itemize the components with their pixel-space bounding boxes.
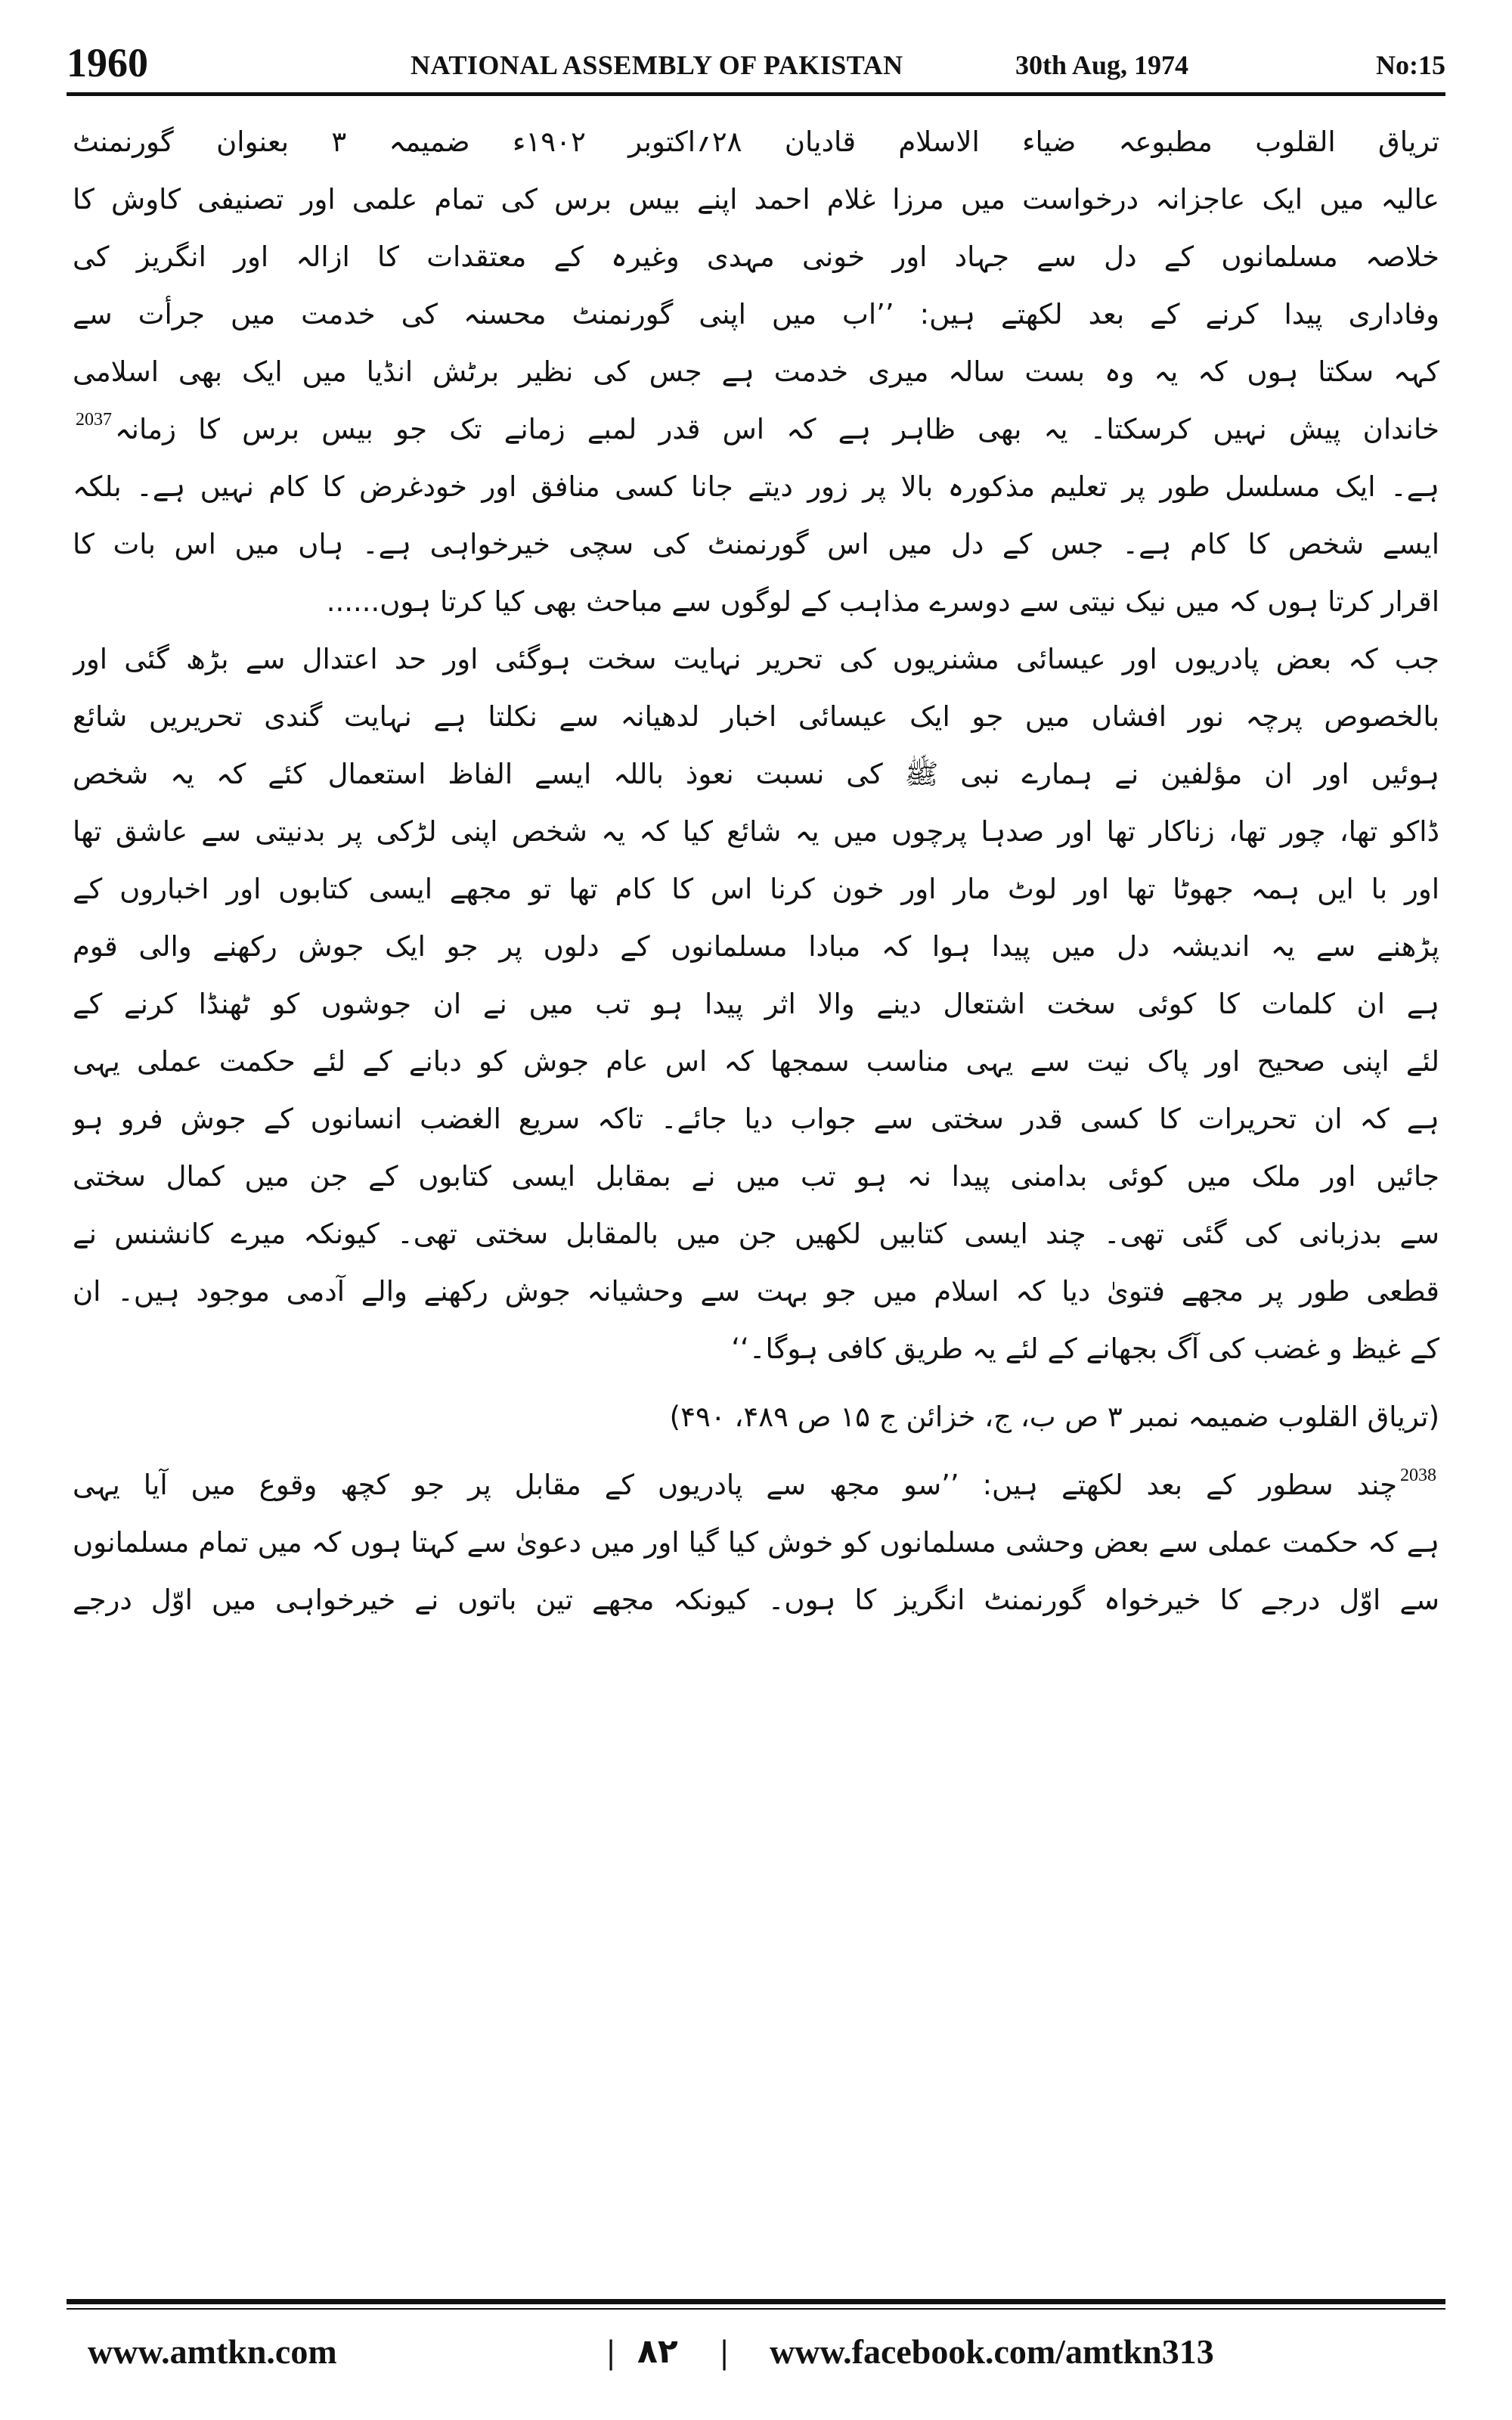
text-line: ڈاکو تھا، چور تھا، زناکار تھا اور صدہا پرچوں میں یہ شائع کیا کہ یہ شخص اپنی لڑکی پر بدنیتی سے عاشق تھا (73, 815, 1439, 848)
text-line: خلاصہ مسلمانوں کے دل سے جہاد اور خونی مہدی وغیرہ کے معتقدات کا ازالہ اور انگریز کی (73, 240, 1439, 273)
text-line: ہے کہ حکمت عملی سے بعض وحشی مسلمانوں کو خوش کیا گیا اور میں دعویٰ سے کہتا ہوں کہ میں تمام مسلمانوں (73, 1526, 1439, 1559)
header-date: 30th Aug, 1974 (1015, 50, 1189, 80)
facebook-link[interactable]: www.facebook.com/amtkn313 (770, 2332, 1214, 2371)
footnote-marker: 2038 (1400, 1466, 1436, 1485)
text-line: کے غیظ و غضب کی آگ بجھانے کے لئے یہ طریق کافی ہوگا۔‘‘ (731, 1333, 1439, 1365)
text-line: تریاق القلوب مطبوعہ ضیاء الاسلام قادیان ۲۸؍اکتوبر ۱۹۰۲ء ضمیمہ ۳ بعنوان گورنمنٹ (73, 126, 1439, 158)
text-line: ہے۔ ایک مسلسل طور پر تعلیم مذکورہ بالا پر زور دیتے جانا کسی منافق اور خودغرض کا کام نہیں ہے۔ بلکہ (73, 470, 1439, 503)
text-line: بالخصوص پرچہ نور افشاں میں جو ایک عیسائی اخبار لدھیانہ سے نکلتا ہے نہایت گندی تحریریں شائع (73, 700, 1439, 733)
text-line: عالیہ میں ایک عاجزانہ درخواست میں مرزا غلام احمد اپنے بیس برس کی تمام علمی اور تصنیفی کاوش کا (73, 183, 1439, 216)
text-line: ایسے شخص کا کام ہے۔ جس کے دل میں اس گورنمنٹ کی سچی خیرخواہی ہے۔ ہاں میں اس بات کا (73, 528, 1439, 560)
page-footer (67, 2322, 1445, 2382)
text-line: ہے کہ ان تحریرات کا کسی قدر سختی سے جواب دیا جائے۔ تاکہ سریع الغضب انسانوں کے جوش فرو ہو (73, 1103, 1439, 1135)
text-line: لئے اپنی صحیح اور پاک نیت سے یہی مناسب سمجھا کہ اس عام جوش کو دبانے کے لئے حکمت عملی یہی (73, 1045, 1439, 1078)
text-line: جائیں اور ملک میں کوئی بدامنی پیدا نہ ہو تب میں نے بمقابل ایسی کتابوں کے جن میں کمال سختی (73, 1160, 1439, 1193)
text-line: جب کہ بعض پادریوں اور عیسائی مشنریوں کی تحریر نہایت سخت ہوگئی اور حد اعتدال سے بڑھ گئی اور (73, 643, 1439, 675)
footer-separator: | (720, 2332, 729, 2371)
text-line: اور با ایں ہمہ جھوٹا تھا اور لوٹ مار اور خون کرنا اس کا کام تھا تو مجھے ایسی کتابوں اور اخباروں کے (73, 873, 1439, 905)
citation: (تریاق القلوب ضمیمہ نمبر ۳ ص ب، ج، خزائن ج ۱۵ ص ۴۸۹، ۴۹۰) (669, 1401, 1439, 1433)
website-link[interactable]: www.amtkn.com (88, 2332, 337, 2371)
text-line: وفاداری پیدا کرنے کے بعد لکھتے ہیں: ’’اب میں اپنی گورنمنٹ محسنہ کی خدمت میں جرأت سے (73, 298, 1439, 330)
footer-page-number: ۸۲ (637, 2332, 678, 2371)
text-line: کہہ سکتا ہوں کہ یہ وہ بست سالہ میری خدمت ہے جس کی نظیر برٹش انڈیا میں ایک بھی اسلامی (73, 355, 1439, 388)
text-line-part: چند سطور کے بعد لکھتے ہیں: ’’سو مجھ سے پادریوں کے مقابل پر جو کچھ وقوع میں آیا یہی (73, 1469, 1397, 1501)
footer-rule (67, 2299, 1445, 2304)
text-line: ہے ان کلمات کا کوئی سخت اشتعال دینے والا اثر پیدا ہو تب میں نے ان جوشوں کو ٹھنڈا کرنے کے (73, 988, 1439, 1020)
text-line-part: خاندان پیش نہیں کرسکتا۔ یہ بھی ظاہر ہے کہ اس قدر لمبے زمانے تک جو بیس برس کا زمانہ (115, 413, 1439, 445)
header-rule (67, 92, 1445, 96)
header-issue-number: No:15 (1376, 50, 1445, 80)
footer-rule-thin (67, 2308, 1445, 2310)
text-line: ہوئیں اور ان مؤلفین نے ہمارے نبی ﷺ کی نسبت نعوذ باللہ ایسے الفاظ استعمال کئے کہ یہ شخص (73, 758, 1439, 790)
text-line: سے اوّل درجے کا خیرخواہ گورنمنٹ انگریز کا ہوں۔ کیونکہ مجھے تین باتوں نے خیرخواہی میں اوّل درجے (73, 1584, 1439, 1616)
text-line: پڑھنے سے یہ اندیشہ دل میں پیدا ہوا کہ مبادا مسلمانوں کے دلوں پر جو ایک جوش رکھنے والی قوم (73, 930, 1439, 963)
page-body (73, 113, 1439, 2276)
text-line: اقرار کرتا ہوں کہ میں نیک نیتی سے دوسرے مذاہب کے لوگوں سے مباحث بھی کیا کرتا ہوں...... (326, 585, 1439, 618)
text-line (73, 1457, 1439, 1514)
footer-separator: | (607, 2332, 615, 2371)
text-line: سے بدزبانی کی گئی تھی۔ چند ایسی کتابیں لکھیں جن میں بالمقابل سختی تھی۔ کیونکہ میرے کانشنس نے (73, 1218, 1439, 1250)
page-header (67, 36, 1445, 89)
text-line (73, 401, 1439, 458)
footnote-marker: 2037 (76, 410, 112, 430)
header-title: NATIONAL ASSEMBLY OF PAKISTAN (411, 50, 903, 80)
text-line: قطعی طور پر مجھے فتویٰ دیا کہ اسلام میں جو بہت سے وحشیانہ جوش رکھنے والے آدمی موجود ہیں۔ ان (73, 1275, 1439, 1308)
page-number: 1960 (67, 40, 148, 85)
